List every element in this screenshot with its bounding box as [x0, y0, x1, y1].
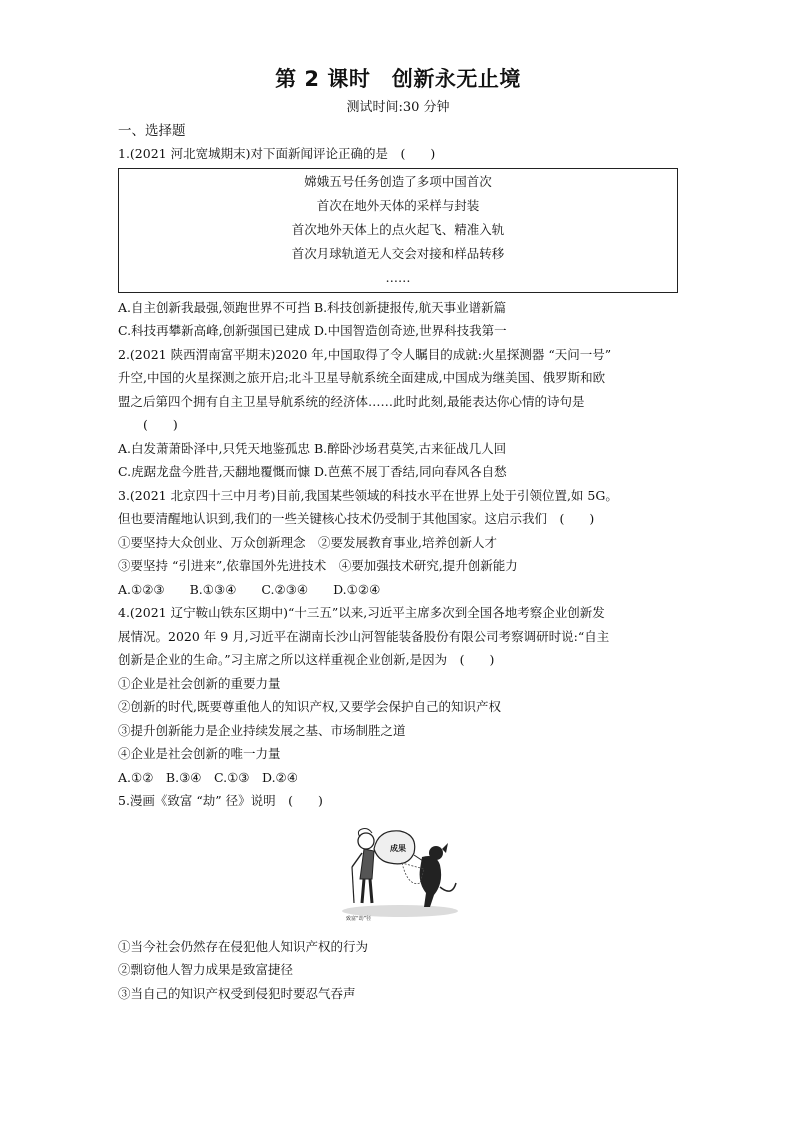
- question-stem: 5.漫画《致富 “劫” 径》说明 ( ): [118, 793, 323, 808]
- statement: ③提升创新能力是企业持续发展之基、市场制胜之道: [118, 722, 406, 738]
- options: A.①② B.③④ C.①③ D.②④: [118, 769, 298, 785]
- bag-label: 成果: [390, 843, 406, 853]
- statement: ①当今社会仍然存在侵犯他人知识产权的行为: [118, 938, 369, 954]
- statement: ②剽窃他人智力成果是致富捷径: [118, 962, 294, 977]
- question-stem: 2.(2021 陕西渭南富平期末)2020 年,中国取得了令人瞩目的成就:火星探测器 “天问一号”: [118, 346, 612, 362]
- options-ab: A.白发萧萧卧泽中,只凭天地鉴孤忠 B.醉卧沙场君莫笑,古来征战几人回: [118, 440, 507, 456]
- section-heading: 一、选择题: [118, 123, 186, 139]
- news-line: 首次在地外天体的采样与封装: [316, 197, 480, 213]
- cartoon-caption: 致富“劫”径: [346, 915, 372, 922]
- question-stem: 但也要清醒地认识到,我们的一些关键核心技术仍受制于其他国家。这启示我们 ( ): [118, 511, 595, 526]
- options-cd: C.科技再攀新高峰,创新强国已建成 D.中国智造创奇迹,世界科技我第一: [118, 323, 507, 338]
- news-line: 嫦娥五号任务创造了多项中国首次: [304, 173, 492, 189]
- question-stem: 4.(2021 辽宁鞍山铁东区期中)“十三五”以来,习近平主席多次到全国各地考察企业创新发: [118, 605, 605, 620]
- page-title: 第 2 课时 创新永无止境: [275, 67, 521, 91]
- question-1: [118, 142, 678, 343]
- statement: ①要坚持大众创业、万众创新理念 ②要发展教育事业,培养创新人才: [118, 534, 497, 550]
- question-5: [118, 789, 678, 1005]
- question-stem: 3.(2021 北京四十三中月考)目前,我国某些领域的科技水平在世界上处于引领位置,如 5G。: [118, 487, 618, 503]
- statement: ④企业是社会创新的唯一力量: [118, 746, 281, 761]
- question-4: [118, 601, 678, 789]
- news-line: 首次地外天体上的点火起飞、精准入轨: [291, 221, 505, 237]
- options: A.①②③ B.①③④ C.②③④ D.①②④: [118, 581, 381, 597]
- statement: ②创新的时代,既要尊重他人的知识产权,又要学会保护自己的知识产权: [118, 699, 501, 714]
- test-time: 测试时间:30 分钟: [346, 100, 450, 115]
- worksheet-page: [118, 62, 678, 1005]
- news-line: ……: [385, 269, 411, 285]
- answer-blank: ( ): [118, 417, 178, 432]
- question-3: [118, 484, 678, 602]
- news-line: 首次月球轨道无人交会对接和样品转移: [291, 245, 505, 261]
- question-stem: 1.(2021 河北宽城期末)对下面新闻评论正确的是 ( ): [118, 146, 436, 161]
- question-stem: 升空,中国的火星探测之旅开启;北斗卫星导航系统全面建成,中国成为继美国、俄罗斯和欧: [118, 370, 606, 385]
- question-stem: 创新是企业的生命。”习主席之所以这样重视企业创新,是因为 ( ): [118, 652, 495, 667]
- cartoon-image: [338, 823, 463, 923]
- question-stem: 展情况。2020 年 9 月,习近平在湖南长沙山河智能装备股份有限公司考察调研时说:“自主: [118, 628, 610, 644]
- question-stem: 盟之后第四个拥有自主卫星导航系统的经济体……此时此刻,最能表达你心情的诗句是: [118, 393, 585, 409]
- news-box: [118, 168, 678, 293]
- question-2: [118, 343, 678, 484]
- options-cd: C.虎踞龙盘今胜昔,天翻地覆慨而慷 D.芭蕉不展丁香结,同向春风各自愁: [118, 464, 507, 479]
- statement: ①企业是社会创新的重要力量: [118, 675, 281, 691]
- statement: ③当自己的知识产权受到侵犯时要忍气吞声: [118, 985, 356, 1001]
- options-ab: A.自主创新我最强,领跑世界不可挡 B.科技创新捷报传,航天事业谱新篇: [118, 299, 507, 315]
- statement: ③要坚持 “引进来”,依靠国外先进技术 ④要加强技术研究,提升创新能力: [118, 558, 518, 573]
